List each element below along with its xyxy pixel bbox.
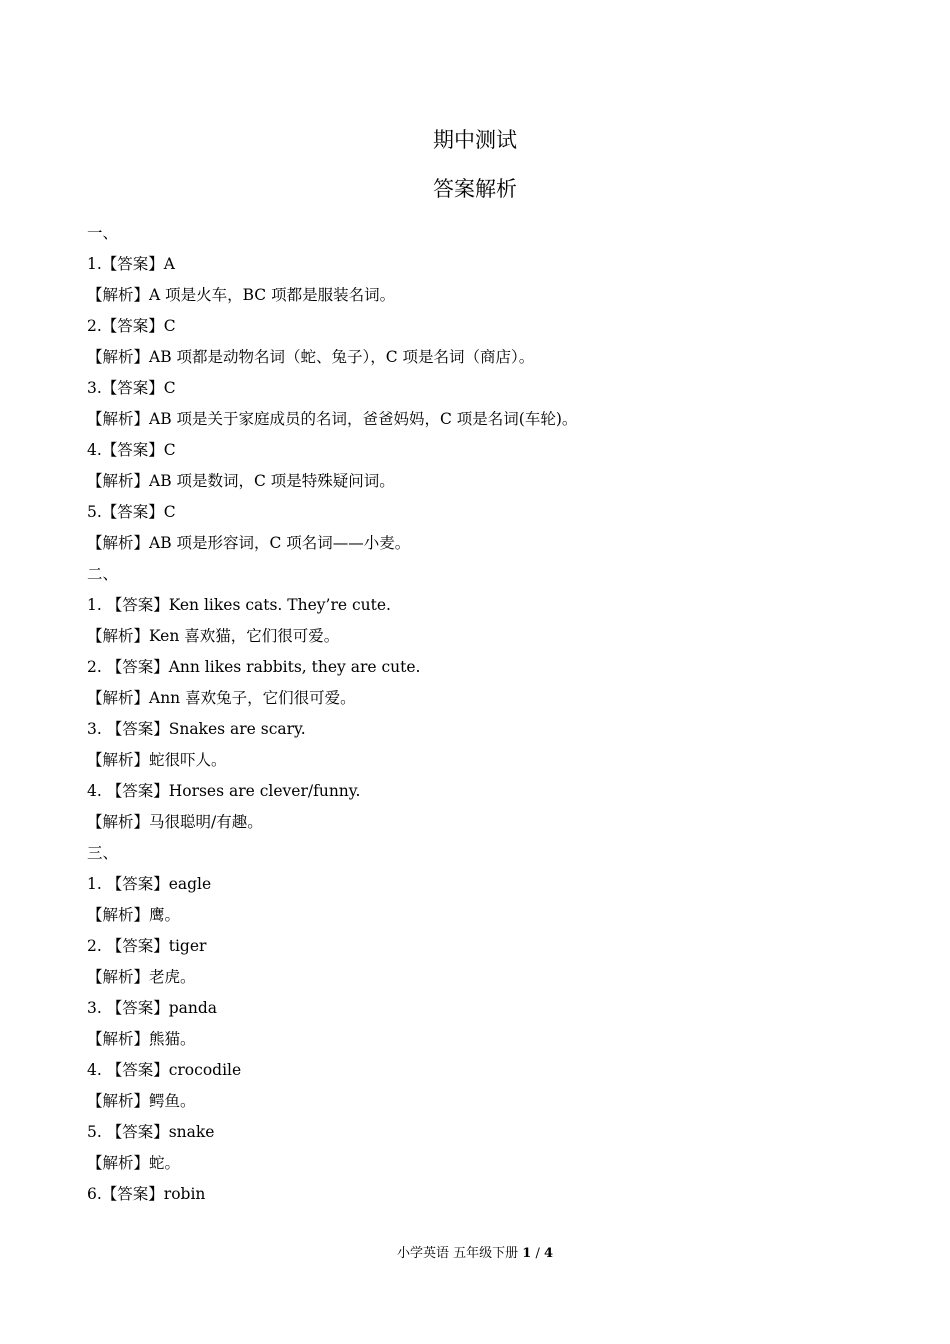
page-number-total: 4 — [543, 1246, 554, 1261]
page-footer — [0, 1245, 950, 1263]
answer-line: 1.【答案】A — [87, 255, 175, 273]
analysis-line: 【解析】AB 项是关于家庭成员的名词，爸爸妈妈，C 项是名词(车轮)。 — [87, 410, 578, 428]
page-number-separator: / — [535, 1246, 540, 1261]
analysis-line: 【解析】A 项是火车，BC 项都是服装名词。 — [87, 286, 396, 304]
answer-line: 3.【答案】C — [87, 379, 176, 397]
analysis-line: 【解析】老虎。 — [87, 968, 196, 986]
analysis-line: 【解析】鹰。 — [87, 906, 181, 924]
answer-line: 4. 【答案】crocodile — [87, 1061, 242, 1079]
answer-line: 6.【答案】robin — [87, 1185, 206, 1203]
answer-line: 5. 【答案】snake — [87, 1123, 215, 1141]
answer-line: 1. 【答案】Ken likes cats. They’re cute. — [87, 596, 391, 614]
answer-line: 4.【答案】C — [87, 441, 176, 459]
footer-label: 小学英语 五年级下册 — [396, 1246, 519, 1261]
analysis-line: 【解析】蛇很吓人。 — [87, 751, 227, 769]
analysis-line: 【解析】Ann 喜欢兔子，它们很可爱。 — [87, 689, 356, 707]
analysis-line: 【解析】Ken 喜欢猫，它们很可爱。 — [87, 627, 340, 645]
analysis-line: 【解析】AB 项是数词，C 项是特殊疑问词。 — [87, 472, 395, 490]
analysis-line: 【解析】鳄鱼。 — [87, 1092, 196, 1110]
answer-line: 2.【答案】C — [87, 317, 176, 335]
answer-line: 3. 【答案】panda — [87, 999, 218, 1017]
page-number-current: 1 — [522, 1246, 532, 1261]
answer-line: 3. 【答案】Snakes are scary. — [87, 720, 306, 738]
analysis-line: 【解析】熊猫。 — [87, 1030, 196, 1048]
answer-line: 2. 【答案】Ann likes rabbits, they are cute. — [87, 658, 421, 676]
answer-line: 1. 【答案】eagle — [87, 875, 212, 893]
answer-content — [87, 218, 867, 1210]
section-heading-1: 一、 — [87, 224, 119, 242]
answer-line: 5.【答案】C — [87, 503, 176, 521]
analysis-line: 【解析】马很聪明/有趣。 — [87, 813, 263, 831]
analysis-line: 【解析】AB 项是形容词，C 项名词——小麦。 — [87, 534, 411, 552]
section-heading-3: 三、 — [87, 844, 119, 862]
answer-line: 2. 【答案】tiger — [87, 937, 207, 955]
page-title: 期中测试 — [433, 128, 517, 152]
answer-line: 4. 【答案】Horses are clever/funny. — [87, 782, 361, 800]
section-heading-2: 二、 — [87, 565, 119, 583]
analysis-line: 【解析】蛇。 — [87, 1154, 181, 1172]
analysis-line: 【解析】AB 项都是动物名词（蛇、兔子），C 项是名词（商店）。 — [87, 348, 535, 366]
page-subtitle: 答案解析 — [433, 177, 517, 201]
